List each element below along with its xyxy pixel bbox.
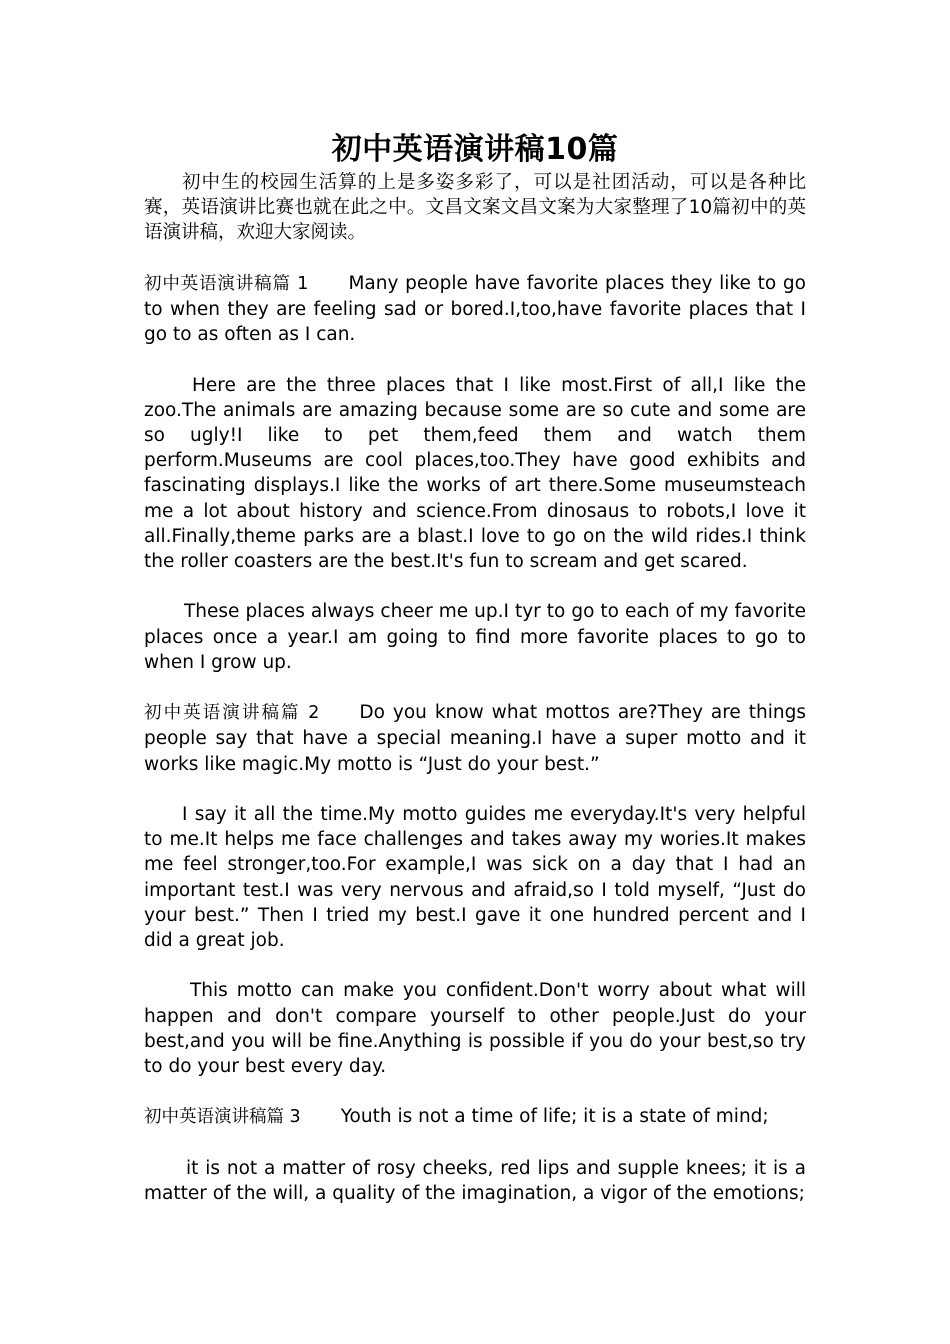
section-3-label: 初中英语演讲稿篇 3 — [144, 1107, 301, 1128]
paragraph-gap — [144, 574, 806, 599]
section-3-first-text: Youth is not a time of life; it is a state of mind; — [340, 1106, 769, 1128]
section-2-paragraph-2: This motto can make you confident.Don't worry about what will happen and don't compare yourself to other people.Just do your best,and you will be fine.Anything is possible if you do your best,so try to do your best every day. — [144, 980, 806, 1078]
section-1-first-text: Many people have favorite places they like to go to when they are feeling sad or bored.I,too,have favorite places that I go to as often as I can. — [144, 272, 806, 346]
paragraph-gap — [144, 347, 806, 372]
section-2-opening — [144, 700, 806, 777]
section-1-opening — [144, 271, 806, 348]
paragraph-gap — [144, 953, 806, 978]
paragraph-gap — [144, 675, 806, 700]
section-3-paragraph-1: it is not a matter of rosy cheeks, red lips and supple knees; it is a matter of the will, a quality of the imagination, a vigor of the emotions; — [144, 1157, 806, 1204]
document-title: 初中英语演讲稿10篇 — [331, 132, 619, 167]
document-page — [144, 128, 806, 1206]
paragraph-gap — [144, 1131, 806, 1156]
section-3-opening — [144, 1104, 806, 1130]
section-1-paragraph-2: These places always cheer me up.I tyr to go to each of my favorite places once a year.I am going to find more favorite places to go to when I grow up. — [144, 601, 806, 673]
section-1-label: 初中英语演讲稿篇 1 — [144, 273, 309, 294]
intro-paragraph: 初中生的校园生活算的上是多姿多彩了，可以是社团活动，可以是各种比赛，英语演讲比赛也就在此之中。文昌文案文昌文案为大家整理了10篇初中的英语演讲稿，欢迎大家阅读。 — [144, 172, 806, 244]
paragraph-gap — [144, 1079, 806, 1104]
section-1-paragraph-1: Here are the three places that I like most.First of all,I like the zoo.The animals are amazing because some are so cute and some are so ugly!I like to pet them,feed them and watch them perform.Museums are cool places,too.They have good exhibits and fascinating displays.I like the works of art there.Some museumsteach me a lot about history and science.From dinosaus to robots,I love it all.Finally,theme parks are a blast.I love to go on the wild rides.I think the roller coasters are the best.It's fun to scream and get scared. — [144, 374, 806, 573]
section-2-paragraph-1: I say it all the time.My motto guides me everyday.It's very helpful to me.It helps me face challenges and takes away my wories.It makes me feel stronger,too.For example,I was sick on a day that I had an important test.I was very nervous and afraid,so I told myself, “Just do your best.” Then I tried my best.I gave it one hundred percent and I did a great job. — [144, 804, 806, 952]
section-2-first-text: Do you know what mottos are?They are things people say that have a special meaning.I have a super motto and it works like magic.My motto is “Just do your best.” — [144, 702, 806, 775]
paragraph-gap — [144, 777, 806, 802]
section-2-label: 初中英语演讲稿篇 2 — [144, 703, 320, 724]
paragraph-gap — [144, 246, 806, 271]
